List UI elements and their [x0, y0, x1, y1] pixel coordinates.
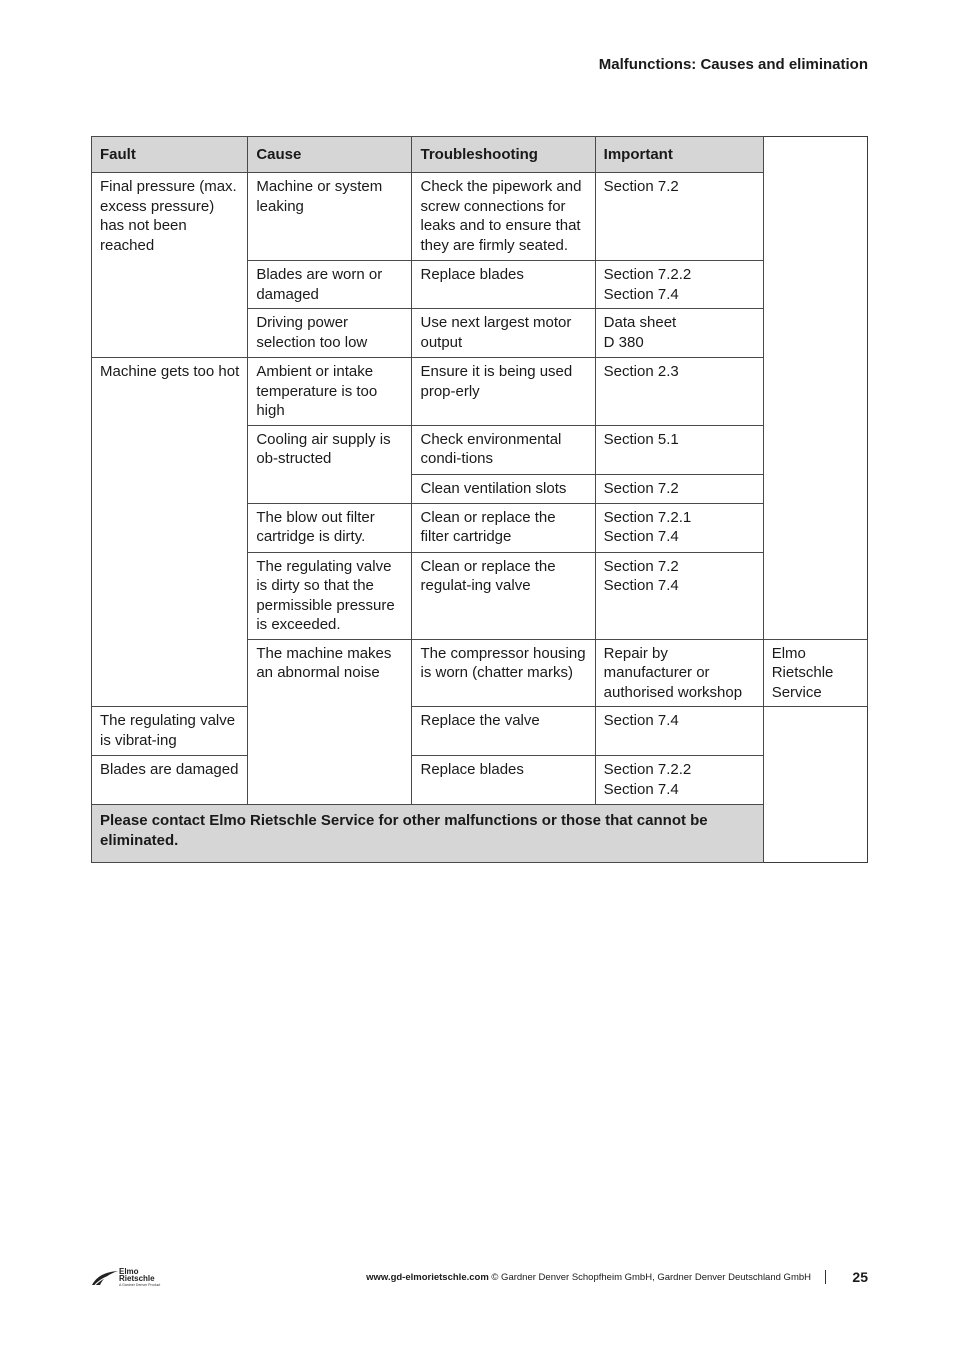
- logo-line-1: Elmo: [119, 1267, 139, 1276]
- troubleshooting-cell: Check environmental condi-tions: [412, 425, 595, 474]
- fault-cell: The machine makes an abnormal noise: [248, 639, 412, 805]
- reference-cell: Section 7.4: [603, 712, 679, 729]
- troubleshooting-cell: Replace the valve: [412, 707, 595, 756]
- troubleshooting-cell: Repair by manufacturer or authorised workshop: [595, 639, 763, 707]
- reference-cell: Elmo Rietschle Service: [771, 644, 834, 701]
- fault-cell: Final pressure (max. excess pressure) has not been reached: [92, 173, 248, 358]
- service-contact-note: Please contact Elmo Rietschle Service for other malfunctions or those that cannot be eliminated.: [92, 805, 764, 863]
- footer-url[interactable]: www.gd-elmorietschle.com: [366, 1272, 489, 1283]
- cause-cell: Ambient or intake temperature is too high: [248, 358, 412, 426]
- fault-cell: Machine gets too hot: [92, 358, 248, 707]
- troubleshooting-cell: Clean ventilation slots: [412, 474, 595, 503]
- cause-cell: Blades are worn or damaged: [248, 261, 412, 309]
- column-header-cause: Cause: [248, 137, 412, 173]
- cause-cell: The regulating valve is dirty so that the permissible pressure is exceeded.: [248, 552, 412, 639]
- table-row: [92, 707, 868, 756]
- cause-cell: Machine or system leaking: [248, 173, 412, 261]
- troubleshooting-cell: Check the pipework and screw connections for leaks and to ensure that they are firmly seated.: [412, 173, 595, 261]
- reference-cell: Section 7.2.2 Section 7.4: [603, 266, 692, 303]
- malfunctions-table: [91, 136, 868, 863]
- troubleshooting-cell: Replace blades: [412, 756, 595, 805]
- elmo-rietschle-logo: [91, 1268, 171, 1290]
- cause-cell: The regulating valve is vibrat-ing: [92, 707, 248, 756]
- troubleshooting-cell: Clean or replace the regulat-ing valve: [412, 552, 595, 639]
- cause-cell: Driving power selection too low: [248, 309, 412, 358]
- column-header-troubleshooting: Troubleshooting: [412, 137, 595, 173]
- reference-cell: Section 2.3: [603, 363, 679, 380]
- table-row: [92, 173, 868, 261]
- logo-line-2: Rietschle: [119, 1274, 155, 1283]
- page-header-title: Malfunctions: Causes and elimination: [598, 56, 868, 73]
- table-body: [92, 173, 868, 863]
- logo-tagline: A Gardner Denver Product: [119, 1283, 161, 1287]
- footer-copyright-text: © Gardner Denver Schopfheim GmbH, Gardner Denver Deutschland GmbH: [488, 1272, 811, 1283]
- column-header-fault: Fault: [92, 137, 248, 173]
- table-row: [92, 358, 868, 426]
- column-header-important: Important: [595, 137, 763, 173]
- cause-cell: The blow out filter cartridge is dirty.: [248, 503, 412, 552]
- cause-cell: Blades are damaged: [92, 756, 248, 805]
- swoosh-logo-icon: [91, 1270, 119, 1286]
- footer-copyright: [366, 1272, 811, 1283]
- reference-cell: Section 5.1: [603, 430, 679, 448]
- page-number: 25: [852, 1269, 868, 1285]
- table-header-row: [92, 137, 868, 173]
- table-row: [92, 756, 868, 805]
- reference-cell: Section 7.2 Section 7.4: [603, 557, 679, 594]
- reference-cell: Section 7.2: [603, 479, 679, 497]
- troubleshooting-cell: Clean or replace the filter cartridge: [412, 503, 595, 552]
- footer-divider: [825, 1270, 826, 1284]
- troubleshooting-cell: Ensure it is being used prop-erly: [412, 358, 595, 426]
- reference-cell: Section 7.2: [603, 178, 679, 195]
- table-footer-row: [92, 805, 868, 863]
- reference-cell: Data sheet D 380: [603, 314, 677, 351]
- troubleshooting-cell: Replace blades: [412, 261, 595, 309]
- reference-cell: Section 7.2.2 Section 7.4: [603, 761, 692, 798]
- cause-cell: The compressor housing is worn (chatter marks): [412, 639, 595, 707]
- reference-cell: Section 7.2.1 Section 7.4: [603, 508, 692, 545]
- cause-cell: Cooling air supply is ob-structed: [248, 425, 412, 503]
- troubleshooting-cell: Use next largest motor output: [412, 309, 595, 358]
